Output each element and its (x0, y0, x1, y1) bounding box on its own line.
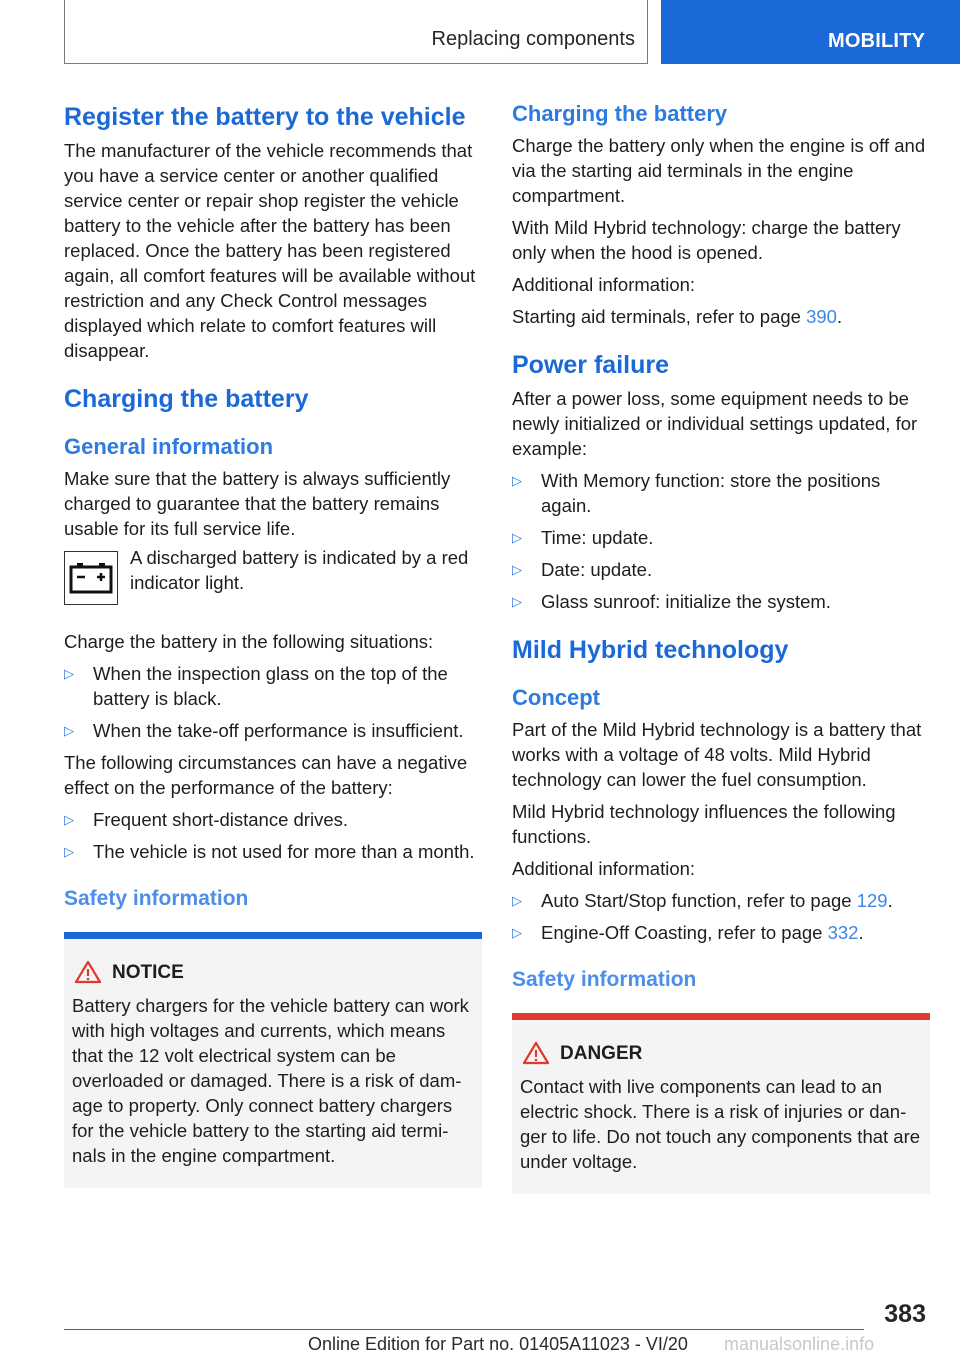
register-heading: Register the battery to the vehicle (64, 103, 466, 131)
triangle-bullet-icon: ▷ (64, 844, 74, 859)
battery-icon (64, 551, 118, 605)
danger-box (512, 1013, 930, 1194)
indicator-row (64, 547, 482, 613)
concept-additional-label: Additional information: (512, 858, 696, 879)
triangle-bullet-icon: ▷ (64, 723, 74, 738)
concept-text-2: Mild Hybrid technology influences the following functions. (512, 801, 896, 847)
safety-heading-right: Safety information (512, 968, 697, 991)
triangle-bullet-icon: ▷ (512, 925, 522, 940)
header-frame (64, 0, 648, 64)
footer-divider (64, 1329, 864, 1330)
charging-subheading: Charging the battery (512, 101, 728, 126)
power-failure-list (512, 468, 930, 614)
terminals-reference: Starting aid terminals, refer to page 390. (512, 306, 843, 327)
danger-text: Contact with live components can lead to an electric shock. There is a risk of injuries or danger to life. Do not touch any components that are under voltage. (520, 1076, 921, 1172)
list-item: ▷ Frequent short-distance drives. (64, 809, 349, 830)
general-info-text: Make sure that the battery is always sufficiently charged to guarantee that the battery remains usable for its full service life. (64, 468, 451, 539)
page-link-390[interactable]: 390 (806, 306, 837, 327)
warning-triangle-icon (74, 960, 102, 984)
header-section-title: Replacing components (431, 28, 635, 50)
triangle-bullet-icon: ▷ (64, 812, 74, 827)
charging-text-2: With Mild Hybrid technology: charge the battery only when the hood is opened. (512, 217, 901, 263)
danger-title: DANGER (520, 1042, 922, 1066)
list-item: ▷ Date: update. (512, 559, 653, 580)
footer-watermark: manualsonline.info (724, 1334, 875, 1354)
concept-text-1: Part of the Mild Hybrid technology is a battery that works with a voltage of 48 volts. Mild Hybrid technology can lower the fuel consumption. (512, 719, 922, 790)
concept-heading: Concept (512, 685, 600, 710)
circumstances-intro: The following circumstances can have a negative effect on the performance of the battery: (64, 752, 468, 798)
right-column (512, 101, 930, 1194)
charging-text-1: Charge the battery only when the engine is off and via the starting aid terminals in the engine compartment. (512, 135, 926, 206)
header-tab-mobility[interactable]: MOBILITY (661, 0, 960, 64)
page-number: 383 (884, 1300, 926, 1328)
triangle-bullet-icon: ▷ (512, 594, 522, 609)
circumstances-list (64, 807, 482, 864)
power-failure-heading: Power failure (512, 351, 669, 379)
notice-text: Battery chargers for the vehicle battery can work with high voltages and currents, which means that the 12 volt electrical system can be overloaded or damaged. There is a risk of damage to property. Only connect battery chargers for the vehicle battery to the starting aid terminals in the engine compartment. (72, 995, 469, 1166)
list-item: ▷ When the take-off performance is insufficient. (64, 720, 464, 741)
page-link-129[interactable]: 129 (856, 890, 888, 911)
page-link-332[interactable]: 332 (827, 922, 859, 943)
indicator-text: A discharged battery is indicated by a red indicator light. (130, 547, 469, 593)
list-item: ▷ With Memory function: store the positions again. (512, 470, 881, 516)
list-item: ▷ The vehicle is not used for more than a month. (64, 841, 475, 862)
notice-box (64, 932, 482, 1188)
list-item: ▷ Auto Start/Stop function, refer to page 129. (512, 890, 893, 911)
power-failure-text: After a power loss, some equipment needs to be newly initialized or individual settings updated, for example: (512, 388, 918, 459)
notice-title: NOTICE (72, 961, 474, 985)
list-item: ▷ When the inspection glass on the top of the battery is black. (64, 663, 448, 709)
mild-hybrid-heading: Mild Hybrid technology (512, 636, 789, 664)
warning-triangle-icon (522, 1041, 550, 1065)
concept-references-list (512, 888, 930, 945)
list-item: ▷ Glass sunroof: initialize the system. (512, 591, 831, 612)
list-item: ▷ Engine-Off Coasting, refer to page 332. (512, 922, 864, 943)
general-info-heading: General information (64, 434, 274, 459)
triangle-bullet-icon: ▷ (512, 893, 522, 908)
left-column (64, 103, 482, 1188)
triangle-bullet-icon: ▷ (512, 562, 522, 577)
register-text: The manufacturer of the vehicle recommends that you have a service center or another qualified service center or repair shop register the vehicle battery to the vehicle after the battery has been replaced. Once the battery has been registered again, all comfort features will be available without restriction and any Check Control messages displayed which relate to comfort features will disappear. (64, 140, 476, 361)
situations-list (64, 661, 482, 743)
additional-info-label: Additional information: (512, 274, 696, 295)
safety-heading: Safety information (64, 887, 249, 910)
triangle-bullet-icon: ▷ (512, 473, 522, 488)
list-item: ▷ Time: update. (512, 527, 654, 548)
triangle-bullet-icon: ▷ (64, 666, 74, 681)
charging-heading: Charging the battery (64, 385, 309, 413)
footer-edition: Online Edition for Part no. 01405A11023 - VI/20 (308, 1334, 688, 1354)
triangle-bullet-icon: ▷ (512, 530, 522, 545)
situations-intro: Charge the battery in the following situations: (64, 631, 434, 652)
